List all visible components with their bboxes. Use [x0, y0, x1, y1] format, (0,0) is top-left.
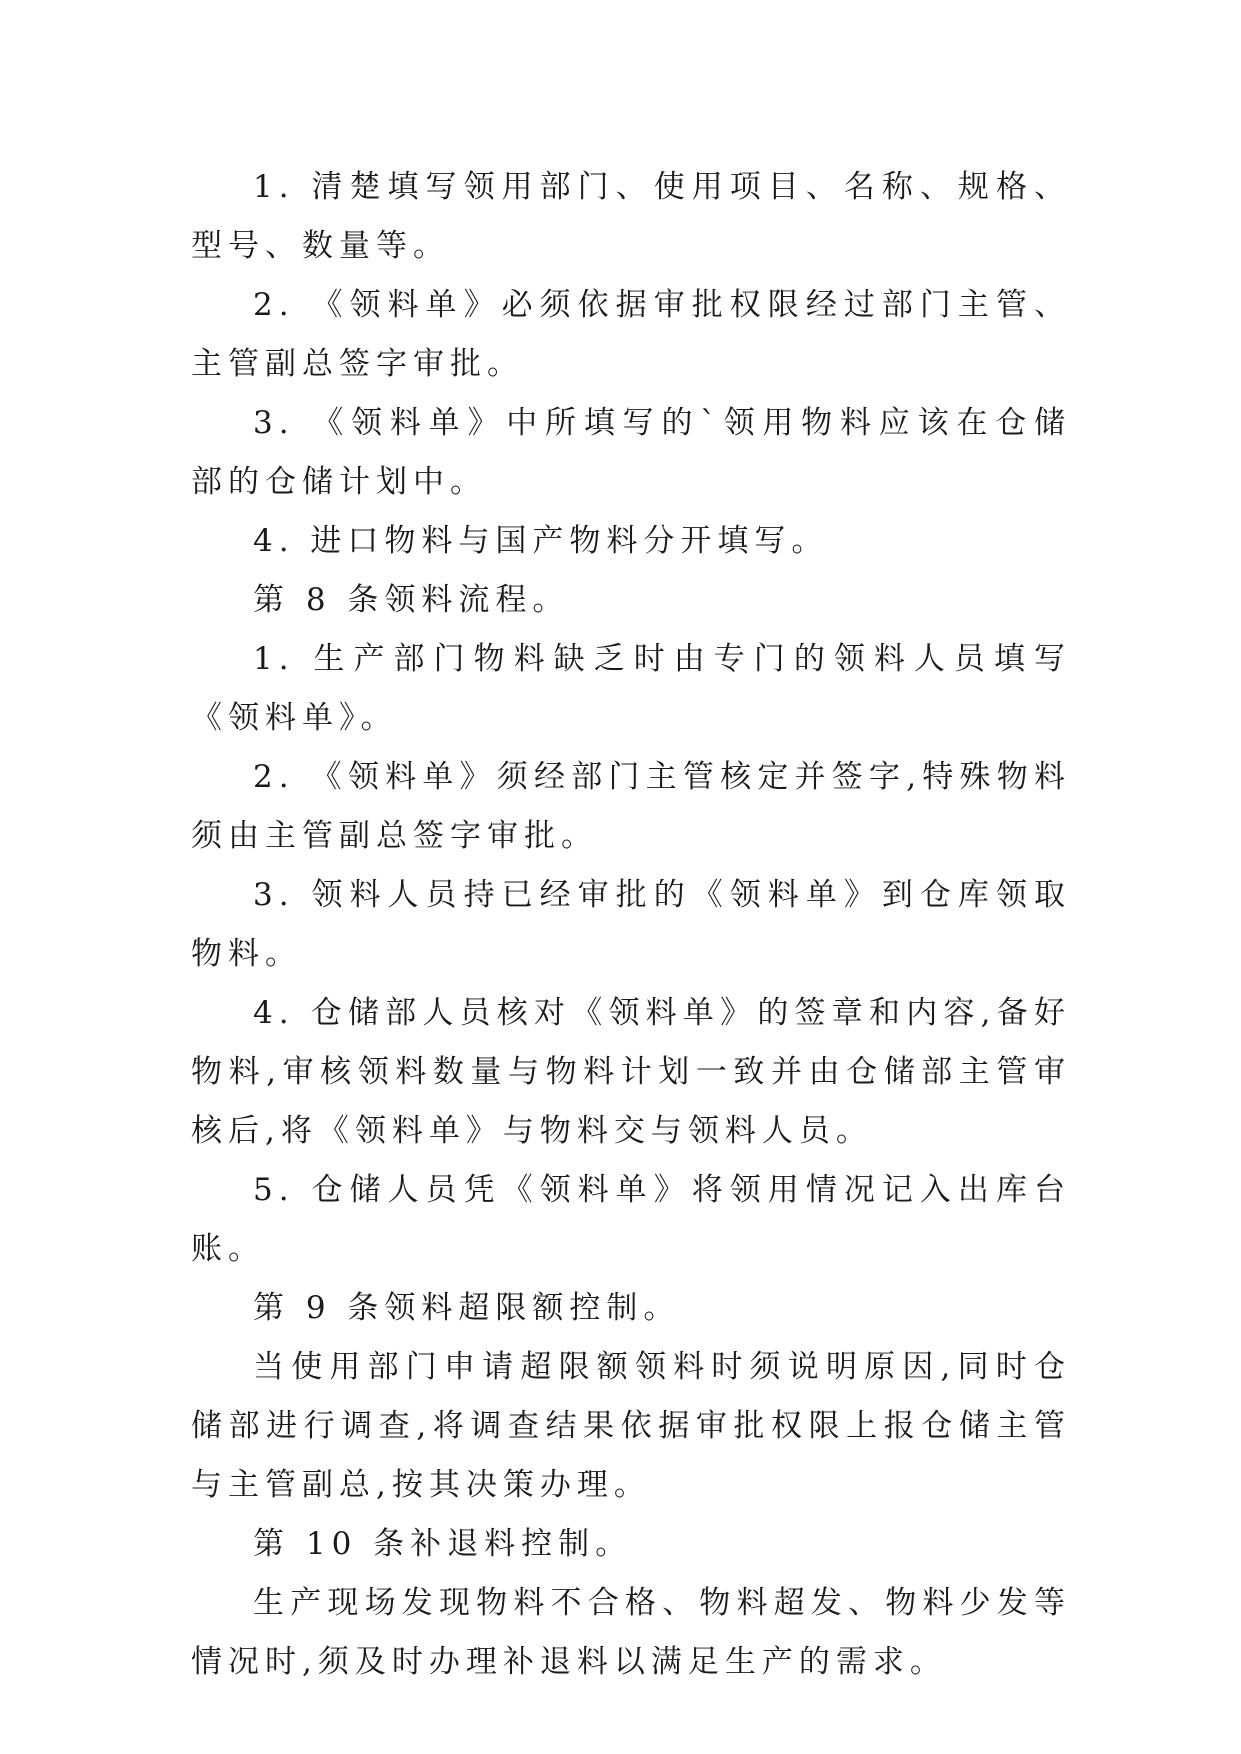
paragraph-1: 1. 清楚填写领用部门、使用项目、名称、规格、型号、数量等。: [191, 169, 1071, 264]
paragraph-10: 5. 仓储人员凭《领料单》将领用情况记入出库台账。: [191, 1172, 1071, 1267]
article-8-heading: 第 8 条领料流程。: [253, 582, 570, 618]
paragraph-8: 3. 领料人员持已经审批的《领料单》到仓库领取物料。: [191, 877, 1071, 972]
paragraph-3: 3. 《领料单》中所填写的`领用物料应该在仓储部的仓储计划中。: [191, 405, 1071, 500]
article-9-heading: 第 9 条领料超限额控制。: [253, 1290, 681, 1326]
paragraph-4: 4. 进口物料与国产物料分开填写。: [253, 523, 829, 559]
paragraph-7: 2. 《领料单》须经部门主管核定并签字,特殊物料须由主管副总签字审批。: [191, 759, 1071, 854]
paragraph-6: 1. 生产部门物料缺乏时由专门的领料人员填写《领料单》。: [191, 641, 1071, 736]
paragraph-14: 生产现场发现物料不合格、物料超发、物料少发等情况时,须及时办理补退料以满足生产的需求。: [191, 1585, 1071, 1680]
paragraph-9: 4. 仓储部人员核对《领料单》的签章和内容,备好物料,审核领料数量与物料计划一致并由仓储部主管审核后,将《领料单》与物料交与领料人员。: [191, 995, 1071, 1149]
paragraph-12: 当使用部门申请超限额领料时须说明原因,同时仓储部进行调查,将调查结果依据审批权限上报仓储主管与主管副总,按其决策办理。: [191, 1349, 1071, 1503]
paragraph-2: 2. 《领料单》必须依据审批权限经过部门主管、主管副总签字审批。: [191, 287, 1071, 382]
document-body: [191, 158, 1071, 1692]
article-10-heading: 第 10 条补退料控制。: [253, 1526, 633, 1562]
